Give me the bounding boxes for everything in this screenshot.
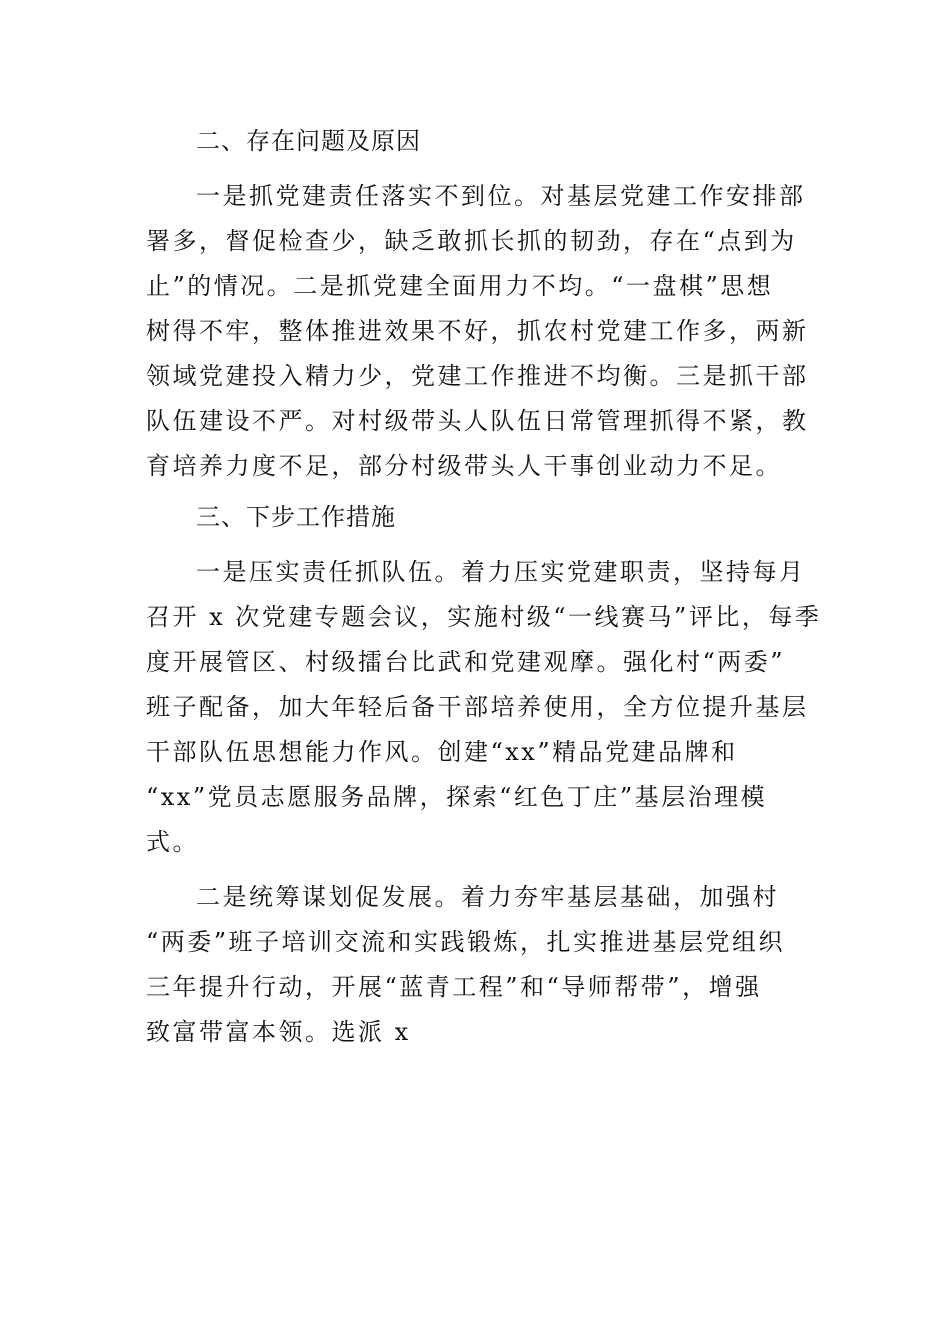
paragraph-line: “两委”班子培训交流和实践锻炼，扎实推进基层党组织 — [146, 928, 786, 956]
paragraph-line: 一是抓党建责任落实不到位。对基层党建工作安排部 — [196, 182, 806, 210]
paragraph-line: 一是压实责任抓队伍。着力压实党建职责，坚持每月 — [196, 558, 806, 586]
paragraph-line: 领域党建投入精力少，党建工作推进不均衡。三是抓干部 — [146, 362, 809, 390]
paragraph-line: 班子配备，加大年轻后备干部培养使用，全方位提升基层 — [146, 693, 809, 721]
paragraph-line: “xx”党员志愿服务品牌，探索“红色丁庄”基层治理模 — [146, 783, 768, 811]
paragraph-line: 干部队伍思想能力作风。创建“xx”精品党建品牌和 — [146, 738, 738, 766]
paragraph-line: 育培养力度不足，部分村级带头人干事创业动力不足。 — [146, 452, 782, 480]
paragraph-line: 树得不牢，整体推进效果不好，抓农村党建工作多，两新 — [146, 317, 809, 345]
paragraph-line: 二是统筹谋划促发展。着力夯牢基层基础，加强村 — [196, 883, 779, 911]
paragraph-line: 署多，督促检查少，缺乏敢抓长抓的韧劲，存在“点到为 — [146, 227, 797, 255]
paragraph-line: 三年提升行动，开展“蓝青工程”和“导师帮带”，增强 — [146, 973, 762, 1001]
paragraph-line: 召开 x 次党建专题会议，实施村级“一线赛马”评比，每季 — [146, 603, 822, 631]
paragraph-line: 式。 — [146, 828, 199, 856]
paragraph-line: 度开展管区、村级擂台比武和党建观摩。强化村“两委” — [146, 648, 786, 676]
paragraph-line: 止”的情况。二是抓党建全面用力不均。“一盘棋”思想 — [146, 272, 774, 300]
section-heading-problems: 二、存在问题及原因 — [196, 127, 421, 155]
paragraph-line: 队伍建设不严。对村级带头人队伍日常管理抓得不紧，教 — [146, 407, 809, 435]
section-heading-next-steps: 三、下步工作措施 — [196, 503, 396, 531]
paragraph-line: 致富带富本领。选派 x — [146, 1018, 411, 1046]
